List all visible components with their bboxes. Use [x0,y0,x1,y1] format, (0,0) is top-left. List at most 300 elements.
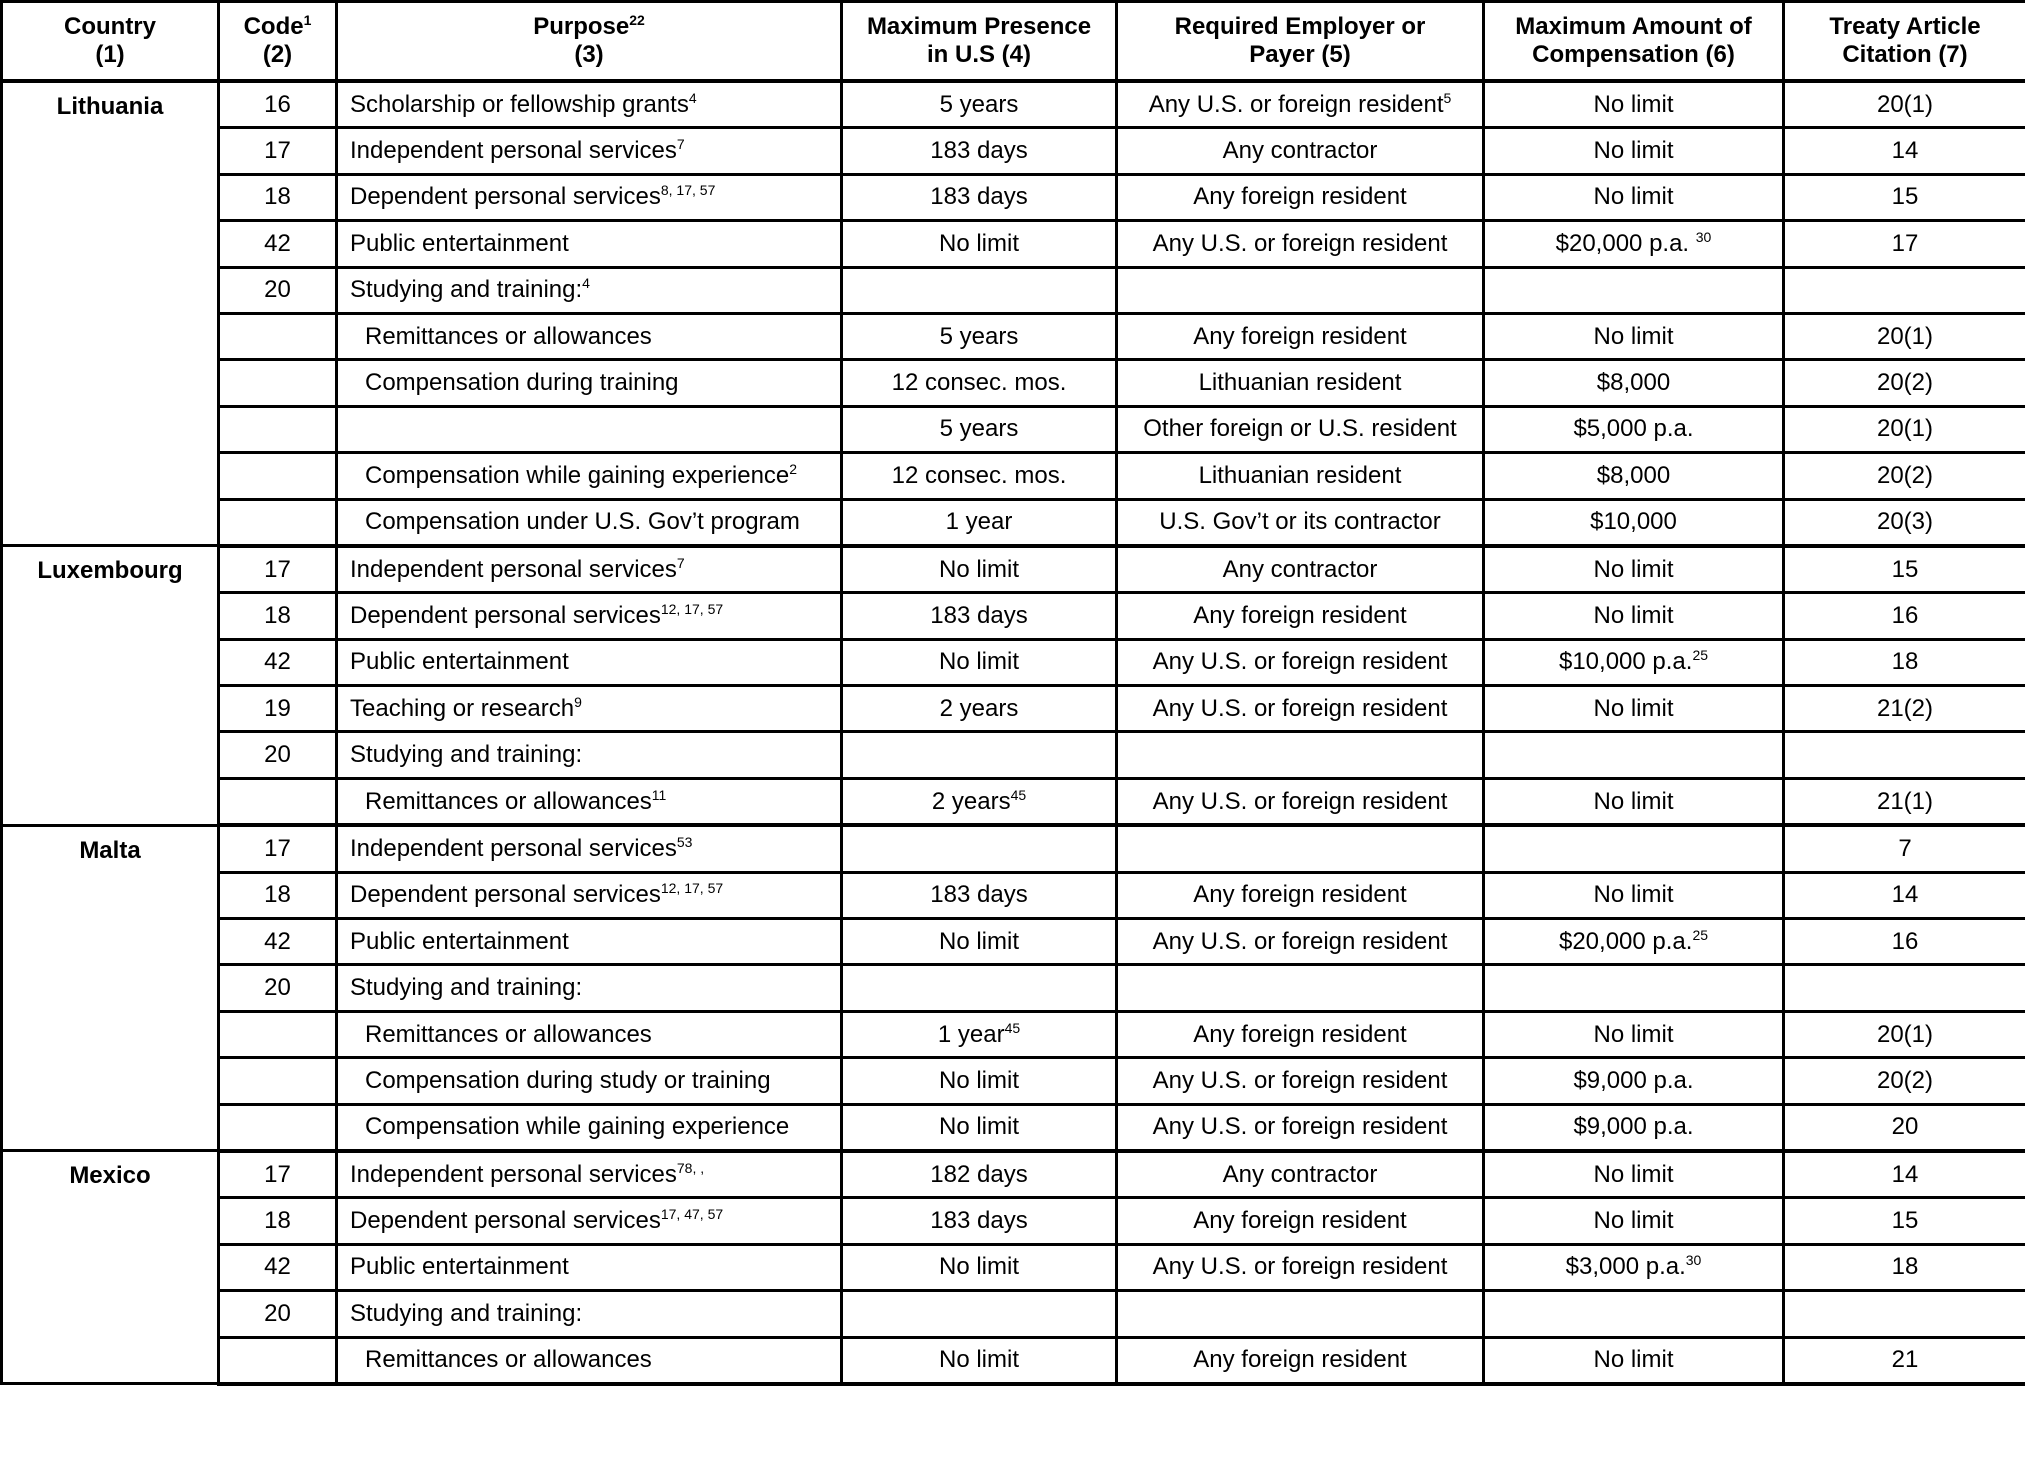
max-compensation [1484,1151,1784,1198]
required-employer [1117,1151,1484,1198]
max-compensation [1484,128,1784,174]
table-row [2,778,2025,825]
required-employer [1117,872,1484,918]
treaty-article-text: 18 [1891,648,1919,676]
required-employer-text: Any U.S. or foreign resident [1152,1066,1448,1094]
treaty-article [1784,1198,2025,1244]
max-presence-text: No limit [938,229,1019,257]
income-code-text: 17 [264,137,291,165]
purpose-text: Independent personal services [350,555,677,583]
max-compensation-text: No limit [1593,1207,1674,1235]
income-code [219,965,337,1011]
required-employer-text: Any foreign resident [1193,881,1407,909]
max-presence [842,1058,1117,1104]
required-employer-text: Other foreign or U.S. resident [1143,415,1457,443]
max-presence [842,1104,1117,1151]
max-compensation-text: $10,000 p.a. [1558,648,1693,676]
table-row [2,1011,2025,1057]
income-code [219,546,337,593]
purpose [337,732,842,778]
footnote-ref: 9 [574,693,582,710]
purpose-text: Compensation during study or training [365,1066,771,1094]
max-compensation [1484,593,1784,639]
income-code [219,686,337,732]
purpose [337,81,842,128]
purpose [337,1291,842,1337]
max-presence-text: No limit [938,648,1019,676]
required-employer [1117,1337,1484,1384]
max-presence [842,686,1117,732]
treaty-article [1784,499,2025,546]
table-header [2,2,2025,82]
required-employer-text: Lithuanian resident [1198,369,1402,397]
max-presence [842,1337,1117,1384]
max-presence [842,919,1117,965]
purpose-text: Compensation during training [365,369,679,397]
header-column-number: Payer (5) [1249,41,1351,68]
income-code [219,406,337,452]
income-code-text: 20 [264,974,291,1002]
purpose-text: Remittances or allowances [365,322,652,350]
footnote-ref: 7 [676,136,685,153]
max-compensation-text: $8,000 [1596,461,1671,489]
purpose [337,221,842,267]
max-presence-text: 183 days [930,1207,1028,1235]
table-row [2,267,2025,313]
footnote-ref: 1 [303,12,312,28]
required-employer [1117,919,1484,965]
header-label: Maximum Presence [866,13,1092,40]
purpose-text: Public entertainment [350,229,569,257]
income-code [219,1011,337,1057]
max-compensation [1484,221,1784,267]
treaty-article [1784,965,2025,1011]
treaty-article-text: 14 [1891,881,1919,909]
footnote-ref: 12, 17, 57 [660,880,724,897]
footnote-ref: 45 [1004,1019,1021,1036]
required-employer [1117,778,1484,825]
max-compensation [1484,686,1784,732]
table-row [2,1151,2025,1198]
required-employer-text: Any foreign resident [1193,601,1407,629]
income-code [219,919,337,965]
header-label: Treaty Article [1829,13,1981,40]
required-employer [1117,81,1484,128]
income-code-text: 17 [264,1160,291,1188]
treaty-article [1784,919,2025,965]
purpose [337,499,842,546]
purpose-text: Remittances or allowances [365,1346,652,1374]
income-code [219,1291,337,1337]
income-code [219,313,337,359]
purpose [337,360,842,406]
max-presence-text: 12 consec. mos. [891,369,1067,397]
table-row [2,1058,2025,1104]
purpose-text: Dependent personal services [350,183,661,211]
income-code-text: 42 [264,648,291,676]
max-compensation [1484,1244,1784,1290]
treaty-article [1784,453,2025,499]
purpose-text: Scholarship or fellowship grants [350,90,689,118]
purpose [337,825,842,872]
required-employer [1117,546,1484,593]
max-compensation-text: $10,000 [1590,508,1677,536]
required-employer [1117,406,1484,452]
treaty-article-text: 20(1) [1876,90,1934,118]
income-code [219,1244,337,1290]
purpose-text: Independent personal services [350,834,677,862]
max-compensation-text: No limit [1593,694,1674,722]
footnote-ref: 45 [1010,786,1027,803]
income-code-text: 18 [264,183,291,211]
purpose [337,919,842,965]
treaty-article [1784,872,2025,918]
income-code [219,1151,337,1198]
max-compensation-text: No limit [1593,183,1674,211]
max-presence-text: 12 consec. mos. [891,461,1067,489]
table-row [2,1244,2025,1290]
max-compensation [1484,825,1784,872]
max-presence-text: No limit [938,1253,1019,1281]
treaty-article-text: 14 [1891,137,1919,165]
income-code [219,778,337,825]
treaty-article-text: 7 [1898,834,1912,862]
max-compensation [1484,639,1784,685]
header-required-employer [1117,2,1484,82]
income-code-text: 17 [264,555,291,583]
max-presence [842,778,1117,825]
table-row [2,732,2025,778]
income-code [219,174,337,220]
treaty-article [1784,825,2025,872]
max-presence [842,174,1117,220]
income-code [219,1198,337,1244]
footnote-ref: 5 [1443,89,1452,106]
purpose [337,686,842,732]
required-employer [1117,499,1484,546]
max-compensation-text: No limit [1593,787,1674,815]
max-compensation-text: No limit [1593,1160,1674,1188]
treaty-article [1784,778,2025,825]
header-column-number: Compensation (6) [1532,41,1735,68]
income-code [219,128,337,174]
purpose [337,1244,842,1290]
table-row [2,128,2025,174]
purpose-text: Public entertainment [350,927,569,955]
purpose [337,593,842,639]
required-employer [1117,128,1484,174]
max-presence [842,313,1117,359]
treaty-article-text: 15 [1891,183,1919,211]
treaty-article [1784,1011,2025,1057]
income-code-text: 42 [264,927,291,955]
required-employer-text: Any U.S. or foreign resident [1152,1113,1448,1141]
treaty-article [1784,1337,2025,1384]
income-code-text: 20 [264,741,291,769]
max-presence-text: 5 years [939,322,1019,350]
purpose [337,778,842,825]
required-employer-text: Any foreign resident [1193,1020,1407,1048]
footnote-ref: 25 [1692,647,1709,664]
footnote-ref: 22 [629,12,645,28]
max-presence-text: 183 days [930,183,1028,211]
footnote-ref: 8, 17, 57 [660,182,716,199]
max-compensation [1484,360,1784,406]
required-employer-text: Any U.S. or foreign resident [1152,694,1448,722]
income-code-text: 42 [264,229,291,257]
required-employer-text: Any U.S. or foreign resident [1152,1253,1448,1281]
max-compensation-text: No limit [1593,555,1674,583]
required-employer-text: U.S. Gov’t or its contractor [1159,508,1441,536]
table-row [2,1291,2025,1337]
treaty-article-text: 17 [1891,229,1919,257]
purpose-text: Remittances or allowances [365,787,652,815]
required-employer-text: Any foreign resident [1193,1207,1407,1235]
footnote-ref: 53 [676,833,693,850]
max-presence [842,453,1117,499]
table-row [2,872,2025,918]
max-compensation-text: No limit [1593,601,1674,629]
max-presence-text: No limit [938,1113,1019,1141]
table-body [2,81,2025,1384]
income-code-text: 42 [264,1253,291,1281]
purpose [337,128,842,174]
required-employer-text: Any U.S. or foreign resident [1152,648,1448,676]
purpose [337,174,842,220]
table-row [2,965,2025,1011]
max-presence-text: 1 year [945,508,1013,536]
max-presence-text: 2 years [939,694,1019,722]
required-employer-text: Any U.S. or foreign resident [1152,229,1448,257]
purpose-text: Teaching or research [350,694,575,722]
treaty-article-text: 20(3) [1876,508,1934,536]
income-code [219,872,337,918]
purpose-text: Compensation under U.S. Gov’t program [365,508,800,536]
max-compensation-text: $9,000 p.a. [1573,1066,1694,1094]
purpose-text: Dependent personal services [350,601,661,629]
purpose-text: Studying and training: [350,276,583,304]
country-name: Lithuania [2,81,219,546]
max-compensation [1484,406,1784,452]
treaty-article [1784,1151,2025,1198]
treaty-article-text: 15 [1891,555,1919,583]
table-row [2,639,2025,685]
header-max-presence [842,2,1117,82]
max-compensation [1484,1104,1784,1151]
required-employer-text: Any foreign resident [1193,183,1407,211]
table-row [2,825,2025,872]
required-employer [1117,1244,1484,1290]
header-label: Maximum Amount of [1515,13,1752,40]
footnote-ref: 4 [688,89,697,106]
max-compensation-text: $20,000 p.a. [1555,229,1696,257]
purpose [337,1058,842,1104]
required-employer [1117,453,1484,499]
max-presence-text: 5 years [939,415,1019,443]
max-compensation [1484,174,1784,220]
purpose [337,453,842,499]
max-presence [842,1011,1117,1057]
max-compensation [1484,81,1784,128]
purpose-text: Dependent personal services [350,881,661,909]
purpose [337,1151,842,1198]
header-column-number: Citation (7) [1842,41,1968,68]
table-row [2,360,2025,406]
purpose [337,965,842,1011]
max-compensation [1484,1058,1784,1104]
max-presence [842,81,1117,128]
purpose-text: Dependent personal services [350,1207,661,1235]
max-presence-text: No limit [938,1066,1019,1094]
table-row [2,1198,2025,1244]
income-code-text: 20 [264,276,291,304]
max-compensation [1484,499,1784,546]
purpose [337,639,842,685]
max-presence-text: 1 year [937,1020,1005,1048]
max-presence [842,965,1117,1011]
treaty-article-text: 20(1) [1876,322,1934,350]
income-code [219,453,337,499]
income-code [219,1058,337,1104]
purpose [337,406,842,452]
max-compensation [1484,1337,1784,1384]
required-employer-text: Any contractor [1222,1160,1378,1188]
max-compensation [1484,965,1784,1011]
income-code [219,1337,337,1384]
treaty-article [1784,546,2025,593]
income-code [219,360,337,406]
treaty-article-text: 21(1) [1876,787,1934,815]
max-compensation [1484,1198,1784,1244]
purpose-text: Public entertainment [350,648,569,676]
max-presence [842,732,1117,778]
max-compensation [1484,872,1784,918]
purpose-text: Public entertainment [350,1253,569,1281]
treaty-article [1784,81,2025,128]
required-employer [1117,221,1484,267]
required-employer-text: Any foreign resident [1193,322,1407,350]
income-code-text: 19 [264,694,291,722]
required-employer [1117,174,1484,220]
header-column-number: (2) [262,41,293,68]
required-employer-text: Lithuanian resident [1198,461,1402,489]
required-employer-text: Any contractor [1222,555,1378,583]
max-presence [842,872,1117,918]
table-row [2,546,2025,593]
max-presence [842,1244,1117,1290]
required-employer-text: Any U.S. or foreign resident [1152,927,1448,955]
max-presence [842,546,1117,593]
max-presence-text: 5 years [939,90,1019,118]
purpose [337,267,842,313]
treaty-article [1784,639,2025,685]
required-employer [1117,732,1484,778]
treaty-article-text: 16 [1891,927,1919,955]
treaty-article [1784,1291,2025,1337]
footnote-ref: 4 [582,275,590,292]
max-presence-text: No limit [938,1346,1019,1374]
header-max-compensation [1484,2,1784,82]
max-compensation-text: No limit [1593,1020,1674,1048]
header-column-number: in U.S (4) [926,41,1031,68]
footnote-ref: 11 [651,786,667,803]
max-presence [842,360,1117,406]
purpose [337,1337,842,1384]
required-employer [1117,1058,1484,1104]
header-column-number: (1) [95,41,125,68]
income-code [219,81,337,128]
header-treaty-article [1784,2,2025,82]
treaty-article [1784,174,2025,220]
max-compensation-text: No limit [1593,137,1674,165]
max-compensation [1484,267,1784,313]
footnote-ref: 7 [676,554,685,571]
required-employer [1117,965,1484,1011]
purpose-text: Studying and training: [350,741,583,769]
table-row [2,919,2025,965]
purpose-text: Compensation while gaining experience [365,461,790,489]
header-label: Code [243,13,304,40]
treaty-article-text: 21(2) [1876,694,1934,722]
max-presence-text: 183 days [930,137,1028,165]
footnote-ref: 78, , [676,1159,705,1176]
max-compensation [1484,546,1784,593]
purpose [337,1198,842,1244]
header-country [2,2,219,82]
header-label: Required Employer or [1174,13,1426,40]
table-row [2,593,2025,639]
max-compensation-text: No limit [1593,1346,1674,1374]
header-row [2,2,2025,82]
treaty-article-text: 20(2) [1876,369,1934,397]
max-compensation [1484,313,1784,359]
income-code [219,593,337,639]
max-compensation-text: $5,000 p.a. [1573,415,1694,443]
table-row [2,453,2025,499]
footnote-ref: 12, 17, 57 [660,600,724,617]
required-employer-text: Any foreign resident [1193,1346,1407,1374]
required-employer [1117,313,1484,359]
max-compensation-text: $8,000 [1596,369,1671,397]
max-presence-text: No limit [938,927,1019,955]
treaty-article [1784,686,2025,732]
max-presence-text: 182 days [930,1160,1028,1188]
required-employer [1117,686,1484,732]
table-row [2,406,2025,452]
table-row [2,1337,2025,1384]
max-presence [842,221,1117,267]
required-employer [1117,825,1484,872]
table-row [2,81,2025,128]
table-row [2,174,2025,220]
income-code [219,1104,337,1151]
max-compensation-text: No limit [1593,881,1674,909]
max-compensation-text: No limit [1593,322,1674,350]
treaty-article [1784,406,2025,452]
max-compensation-text: $9,000 p.a. [1573,1113,1694,1141]
max-compensation [1484,778,1784,825]
country-name: Mexico [2,1151,219,1384]
required-employer [1117,267,1484,313]
purpose-text: Remittances or allowances [365,1020,652,1048]
max-compensation-text: $3,000 p.a. [1565,1253,1686,1281]
max-compensation [1484,732,1784,778]
footnote-ref: 30 [1695,228,1712,245]
required-employer [1117,1291,1484,1337]
treaty-article [1784,360,2025,406]
income-code-text: 20 [264,1299,291,1327]
required-employer-text: Any U.S. or foreign resident [1148,90,1444,118]
